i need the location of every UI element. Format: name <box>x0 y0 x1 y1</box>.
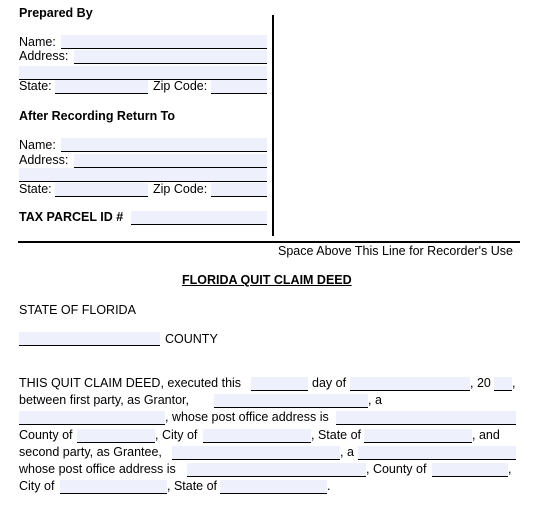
return-state-field[interactable] <box>55 183 148 197</box>
return-address-line2-field[interactable] <box>19 168 267 182</box>
grantee-address-intro: whose post office address is <box>19 462 176 476</box>
return-zip-field[interactable] <box>211 183 267 197</box>
grantor-intro-text: between first party, as Grantor, <box>19 393 189 407</box>
return-address-label: Address: <box>19 153 69 167</box>
grantor-state-field[interactable] <box>364 429 472 443</box>
tax-parcel-label: TAX PARCEL ID # <box>19 210 124 224</box>
grantor-address-field[interactable] <box>336 411 516 425</box>
grantee-county-label: , County of <box>366 462 427 476</box>
grantee-county-field[interactable] <box>432 463 508 477</box>
return-name-field[interactable] <box>61 138 267 152</box>
year-prefix-text: , 20 <box>470 376 491 390</box>
grantee-type-field[interactable] <box>358 446 516 460</box>
grantee-type-prefix: , a <box>340 445 354 459</box>
grantor-county-label: County of <box>19 428 73 442</box>
grantor-address-intro: , whose post office address is <box>165 410 329 424</box>
grantee-city-label: City of <box>19 479 55 493</box>
prepared-name-field[interactable] <box>61 35 267 49</box>
grantor-state-label: , State of <box>311 428 362 442</box>
grantor-county-field[interactable] <box>77 429 155 443</box>
grantee-state-field[interactable] <box>220 480 327 494</box>
grantor-type-field[interactable] <box>19 411 165 425</box>
recorder-space-divider <box>18 241 520 243</box>
county-field[interactable] <box>19 332 160 346</box>
county-label: COUNTY <box>165 332 218 346</box>
comma-text-2: , <box>508 462 512 476</box>
grantee-state-label: , State of <box>167 479 218 493</box>
prepared-name-label: Name: <box>19 35 56 49</box>
grantor-city-field[interactable] <box>203 429 311 443</box>
and-text: , and <box>472 428 500 442</box>
prepared-zip-label: Zip Code: <box>153 79 208 93</box>
prepared-state-field[interactable] <box>55 80 148 94</box>
tax-parcel-field[interactable] <box>131 211 267 225</box>
prepared-address-line2-field[interactable] <box>19 66 267 80</box>
deed-intro-text: THIS QUIT CLAIM DEED, executed this <box>19 376 242 390</box>
grantee-city-field[interactable] <box>60 480 167 494</box>
prepared-state-label: State: <box>19 79 52 93</box>
comma-text: , <box>512 376 516 390</box>
grantee-address-field[interactable] <box>187 463 366 477</box>
return-to-heading: After Recording Return To <box>19 109 176 123</box>
grantee-name-field[interactable] <box>172 446 340 460</box>
recorder-space-note: Space Above This Line for Recorder's Use <box>278 244 513 258</box>
return-zip-label: Zip Code: <box>153 182 208 196</box>
prepared-by-heading: Prepared By <box>19 6 93 20</box>
grantor-name-field[interactable] <box>214 394 368 408</box>
return-address-field[interactable] <box>74 154 267 168</box>
prepared-zip-field[interactable] <box>211 80 267 94</box>
prepared-address-label: Address: <box>19 49 69 63</box>
execution-day-field[interactable] <box>251 377 308 391</box>
grantor-city-label: , City of <box>155 428 198 442</box>
execution-month-field[interactable] <box>350 377 470 391</box>
prepared-address-field[interactable] <box>74 50 267 64</box>
return-name-label: Name: <box>19 138 56 152</box>
execution-year-field[interactable] <box>494 377 512 391</box>
state-of-florida: STATE OF FLORIDA <box>19 303 136 317</box>
return-state-label: State: <box>19 182 52 196</box>
deed-title: FLORIDA QUIT CLAIM DEED <box>182 273 352 287</box>
grantor-type-prefix: , a <box>368 393 382 407</box>
grantee-intro-text: second party, as Grantee, <box>19 445 162 459</box>
header-vertical-divider <box>272 15 274 236</box>
period-text: . <box>327 479 331 493</box>
day-of-text: day of <box>312 376 347 390</box>
